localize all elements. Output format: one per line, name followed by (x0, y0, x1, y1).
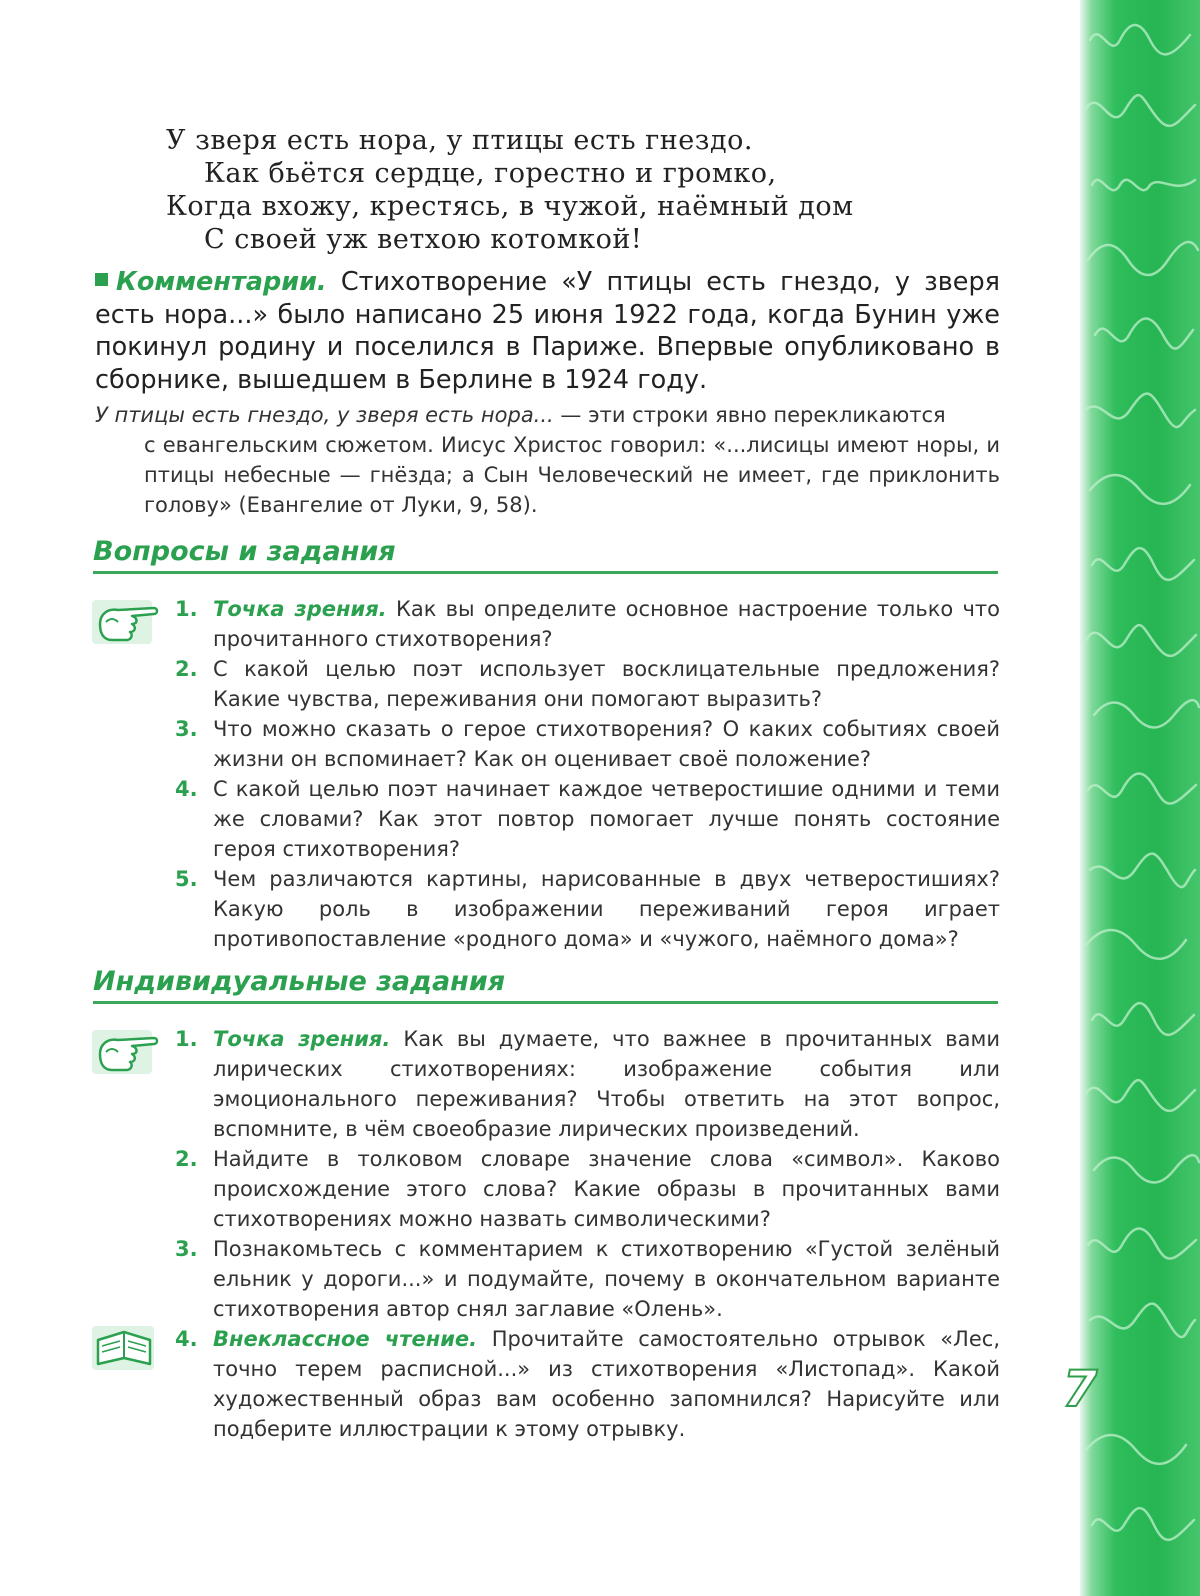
item-number: 4. (175, 1327, 198, 1351)
pointing-hand-icon (92, 1028, 164, 1076)
item-number: 3. (175, 717, 198, 741)
poem-stanza (166, 124, 854, 256)
list-item (175, 1234, 1000, 1324)
open-book-icon (92, 1324, 164, 1372)
item-text: Что можно сказать о герое стихотворения? О каких событиях своей жизни он вспоминает? Как он оценивает своё положение? (213, 717, 1000, 771)
item-text: Как вы определите основное настроение только что прочитанного стихотворения? (213, 597, 1000, 651)
item-text: Познакомьтесь с комментарием к стихотворению «Густой зелёный ельник у дороги...» и подумайте, почему в окончательном варианте стихотворения автор снял заглавие «Олень». (213, 1237, 1000, 1321)
item-text: Как вы думаете, что важнее в прочитанных вами лирических стихотворениях: изображение события или эмоционального переживания? Чтобы ответить на этот вопрос, вспомните, в чём своеобразие лирических произведений. (213, 1027, 1000, 1141)
item-number: 1. (175, 1027, 198, 1051)
footnote-first-tail: эти строки явно перекликаются (588, 403, 946, 427)
item-label: Точка зрения. (213, 1027, 391, 1051)
section-title-questions: Вопросы и задания (93, 536, 998, 574)
list-item (175, 1024, 1000, 1144)
footnote (95, 400, 1000, 520)
pointing-hand-icon (92, 598, 164, 646)
section-title-individual: Индивидуальные задания (93, 966, 998, 1004)
list-item (175, 594, 1000, 654)
item-text: Прочитайте самостоятельно отрывок «Лес, точно терем расписной...» из стихотворения «Листопад». Какой художественный образ вам особенно запомнился? Нарисуйте или подберите иллюстрации к этому отрывку. (213, 1327, 1000, 1441)
footnote-rest: с евангельским сюжетом. Иисус Христос говорил: «...лисицы имеют норы, и птицы небесные — гнёзда; а Сын Человеческий не имеет, где приклонить голову» (Евангелие от Луки, 9, 58). (144, 433, 1000, 517)
item-number: 1. (175, 597, 198, 621)
item-number: 4. (175, 777, 198, 801)
comment-text: Стихотворение «У птицы есть гнездо, у зверя есть нора...» было написано 25 июня 1922 года, когда Бунин уже покинул родину и поселился в Париже. Впервые опубликовано в сборнике, вышедшем в Берлине в 1924 году. (95, 267, 1000, 395)
footnote-quote: У птицы есть гнездо, у зверя есть нора... (95, 403, 554, 427)
item-text: Чем различаются картины, нарисованные в двух четверостишиях? Какую роль в изображении переживаний героя играет противопоставление «родного дома» и «чужого, наёмного дома»? (213, 867, 1000, 951)
poem-line: Когда вхожу, крестясь, в чужой, наёмный дом (166, 191, 854, 222)
item-text: С какой целью поэт использует восклицательные предложения? Какие чувства, переживания они помогают выразить? (213, 657, 1000, 711)
page-number: 7 (1062, 1360, 1098, 1418)
questions-list (175, 594, 1000, 954)
poem-line: Как бьётся сердце, горестно и громко, (204, 158, 777, 189)
item-number: 5. (175, 867, 198, 891)
comment-paragraph (95, 266, 1000, 396)
list-item (175, 1324, 1000, 1444)
footnote-first-line (95, 400, 1000, 430)
handwriting-texture (1080, 0, 1200, 1596)
item-label: Внеклассное чтение. (213, 1327, 478, 1351)
item-text: Найдите в толковом словаре значение слова «символ». Каково происхождение этого слова? Какие образы в прочитанных вами стихотворениях можно назвать символическими? (213, 1147, 1000, 1231)
comment-label: Комментарии. (116, 267, 327, 297)
list-item (175, 654, 1000, 714)
item-number: 2. (175, 1147, 198, 1171)
item-number: 3. (175, 1237, 198, 1261)
list-item (175, 774, 1000, 864)
square-bullet-icon (95, 273, 108, 286)
item-number: 2. (175, 657, 198, 681)
item-text: С какой целью поэт начинает каждое четверостишие одними и теми же словами? Как этот повтор помогает лучше понять состояние героя стихотворения? (213, 777, 1000, 861)
footnote-dash: — (553, 403, 589, 427)
individual-tasks-list (175, 1024, 1000, 1444)
item-label: Точка зрения. (213, 597, 387, 621)
poem-line: У зверя есть нора, у птицы есть гнездо. (166, 125, 753, 156)
list-item (175, 1144, 1000, 1234)
poem-line: С своей уж ветхою котомкой! (204, 224, 643, 255)
list-item (175, 714, 1000, 774)
list-item (175, 864, 1000, 954)
decorative-side-band (1080, 0, 1200, 1596)
